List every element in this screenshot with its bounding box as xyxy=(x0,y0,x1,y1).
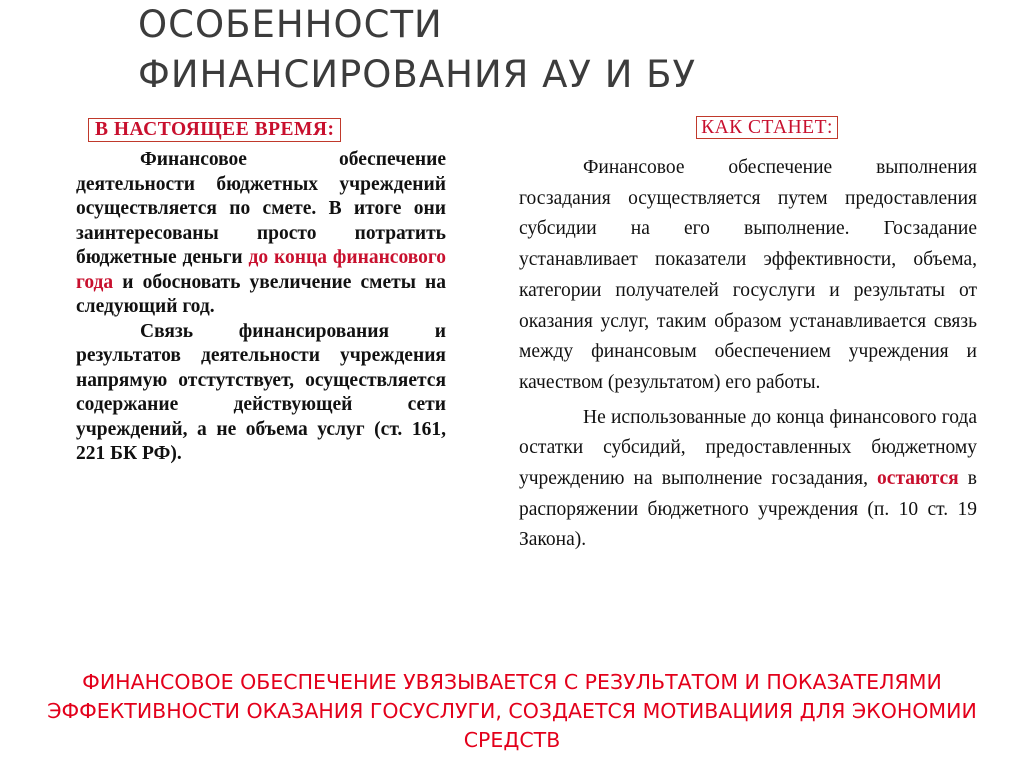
bottom-line-2: ЭФФЕКТИВНОСТИ ОКАЗАНИЯ ГОСУСЛУГИ, СОЗДАЕТСЯ МОТИВАЦИИЯ ДЛЯ ЭКОНОМИИ xyxy=(47,699,977,723)
right-paragraph-2 xyxy=(519,403,977,557)
left-p1-highlight: до конца финансового года xyxy=(76,247,446,293)
left-p1-text: Финансовое обеспечение деятельности бюджетных учреждений осуществляется по смете. В итоге они заинтересованы просто потратить бюджетные деньги xyxy=(76,149,446,268)
bottom-conclusion xyxy=(40,668,984,755)
right-p2-highlight: остаются xyxy=(877,468,959,490)
bottom-line-1: ФИНАНСОВОЕ ОБЕСПЕЧЕНИЕ УВЯЗЫВАЕТСЯ С РЕЗУЛЬТАТОМ И ПОКАЗАТЕЛЯМИ xyxy=(82,670,942,694)
left-paragraph-2: Связь финансирования и результатов деятельности учреждения напрямую отстутствует, осуществляется содержание действующей сети учреждений, а не объема услуг (ст. 161, 221 БК РФ). xyxy=(76,320,446,464)
title-line-1: ОСОБЕННОСТИ xyxy=(138,3,443,46)
right-p2-text-end: в распоряжении бюджетного учреждения (п. 10 ст. 19 Закона). xyxy=(519,468,977,551)
right-column xyxy=(519,115,977,560)
left-paragraph-1 xyxy=(76,148,446,320)
right-heading-label: КАК СТАНЕТ: xyxy=(696,116,838,139)
title-line-2: ФИНАНСИРОВАНИЯ АУ И БУ xyxy=(138,53,697,96)
left-heading: В НАСТОЯЩЕЕ ВРЕМЯ: xyxy=(88,118,341,142)
right-paragraph-1: Финансовое обеспечение выполнения госзадания осуществляется путем предоставления субсидии на его выполнение. Госзадание устанавливает показатели эффективности, объема, категории получателей госуслуги и результаты от оказания услуг, таким образом устанавливается связь между финансовым обеспечением учреждения и качеством (результатом) его работы. xyxy=(519,157,977,393)
right-heading xyxy=(519,115,977,141)
left-p1-text-end: и обосновать увеличение сметы на следующий год. xyxy=(76,271,447,317)
right-p2-text: Не использованные до конца финансового года остатки субсидий, предоставленных бюджетному учреждению на выполнение госзадания, xyxy=(519,406,977,490)
left-column xyxy=(76,118,446,467)
bottom-line-3: СРЕДСТВ xyxy=(463,728,561,752)
slide-title xyxy=(138,0,938,100)
